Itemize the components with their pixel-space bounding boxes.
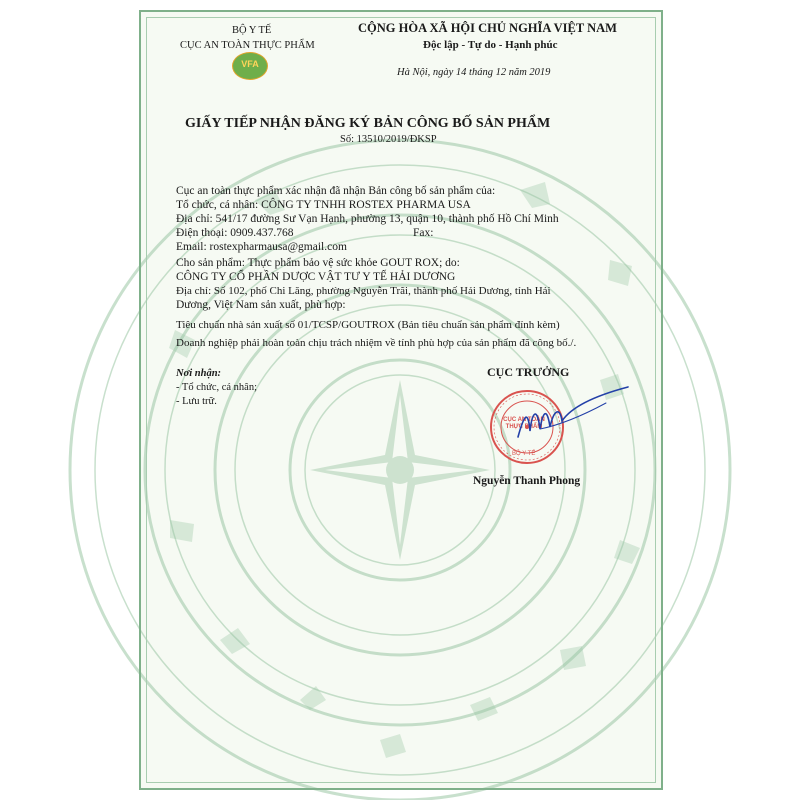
recipient-item: - Tổ chức, cá nhân; bbox=[176, 382, 258, 393]
signatory-name: Nguyễn Thanh Phong bbox=[473, 475, 581, 487]
document-title: GIẤY TIẾP NHẬN ĐĂNG KÝ BẢN CÔNG BỐ SẢN PHẨM bbox=[185, 116, 551, 131]
ministry-name: BỘ Y TẾ bbox=[232, 25, 272, 36]
vfa-logo bbox=[232, 52, 268, 80]
manufacturer-address-1: Địa chỉ: Số 102, phố Chi Lăng, phường Nguyễn Trãi, thành phố Hải Dương, tỉnh Hải bbox=[176, 285, 551, 297]
intro-text: Cục an toàn thực phẩm xác nhận đã nhận Bản công bố sản phẩm của: bbox=[176, 185, 496, 197]
product-line: Cho sản phẩm: Thực phẩm bảo vệ sức khỏe GOUT ROX; do: bbox=[176, 257, 460, 269]
stamp-label: CỤC AN TOÀN THỰC PHẨM bbox=[503, 417, 545, 430]
document-number: Số: 13510/2019/ĐKSP bbox=[340, 134, 437, 145]
standard-reference: Tiêu chuẩn nhà sản xuất số 01/TCSP/GOUTROX (Bản tiêu chuẩn sản phẩm đính kèm) bbox=[176, 319, 560, 331]
recipients-heading: Nơi nhận: bbox=[176, 368, 222, 379]
responsibility-statement: Doanh nghiệp phải hoàn toàn chịu trách nhiệm về tính phù hợp của sản phẩm đã công bố./. bbox=[176, 337, 577, 349]
phone: Điện thoại: 0909.437.768 bbox=[176, 227, 294, 239]
recipient-item: - Lưu trữ. bbox=[176, 396, 217, 407]
fax: Fax: bbox=[413, 227, 434, 239]
manufacturer: CÔNG TY CỔ PHẦN DƯỢC VẬT TƯ Y TẾ HẢI DƯƠNG bbox=[176, 271, 456, 283]
email: Email: rostexpharmausa@gmail.com bbox=[176, 241, 347, 253]
country-name: CỘNG HÒA XÃ HỘI CHỦ NGHĨA VIỆT NAM bbox=[358, 21, 617, 35]
organization-address: Địa chỉ: 541/17 đường Sư Vạn Hạnh, phường 13, quận 10, thành phố Hồ Chí Minh bbox=[176, 213, 559, 225]
issue-date: Hà Nội, ngày 14 tháng 12 năm 2019 bbox=[397, 67, 551, 78]
agency-name: CỤC AN TOÀN THỰC PHẨM bbox=[180, 40, 315, 51]
signatory-title: CỤC TRƯỞNG bbox=[487, 365, 570, 379]
organization: Tổ chức, cá nhân: CÔNG TY TNHH ROSTEX PHARMA USA bbox=[176, 199, 471, 211]
vfa-logo-text: VFA bbox=[241, 59, 259, 69]
handwritten-signature bbox=[510, 385, 640, 455]
manufacturer-address-2: Dương, Việt Nam sản xuất, phù hợp: bbox=[176, 299, 346, 311]
stamp-bottom-label: BỘ Y TẾ bbox=[512, 451, 536, 457]
national-motto: Độc lập - Tự do - Hạnh phúc bbox=[423, 39, 558, 51]
